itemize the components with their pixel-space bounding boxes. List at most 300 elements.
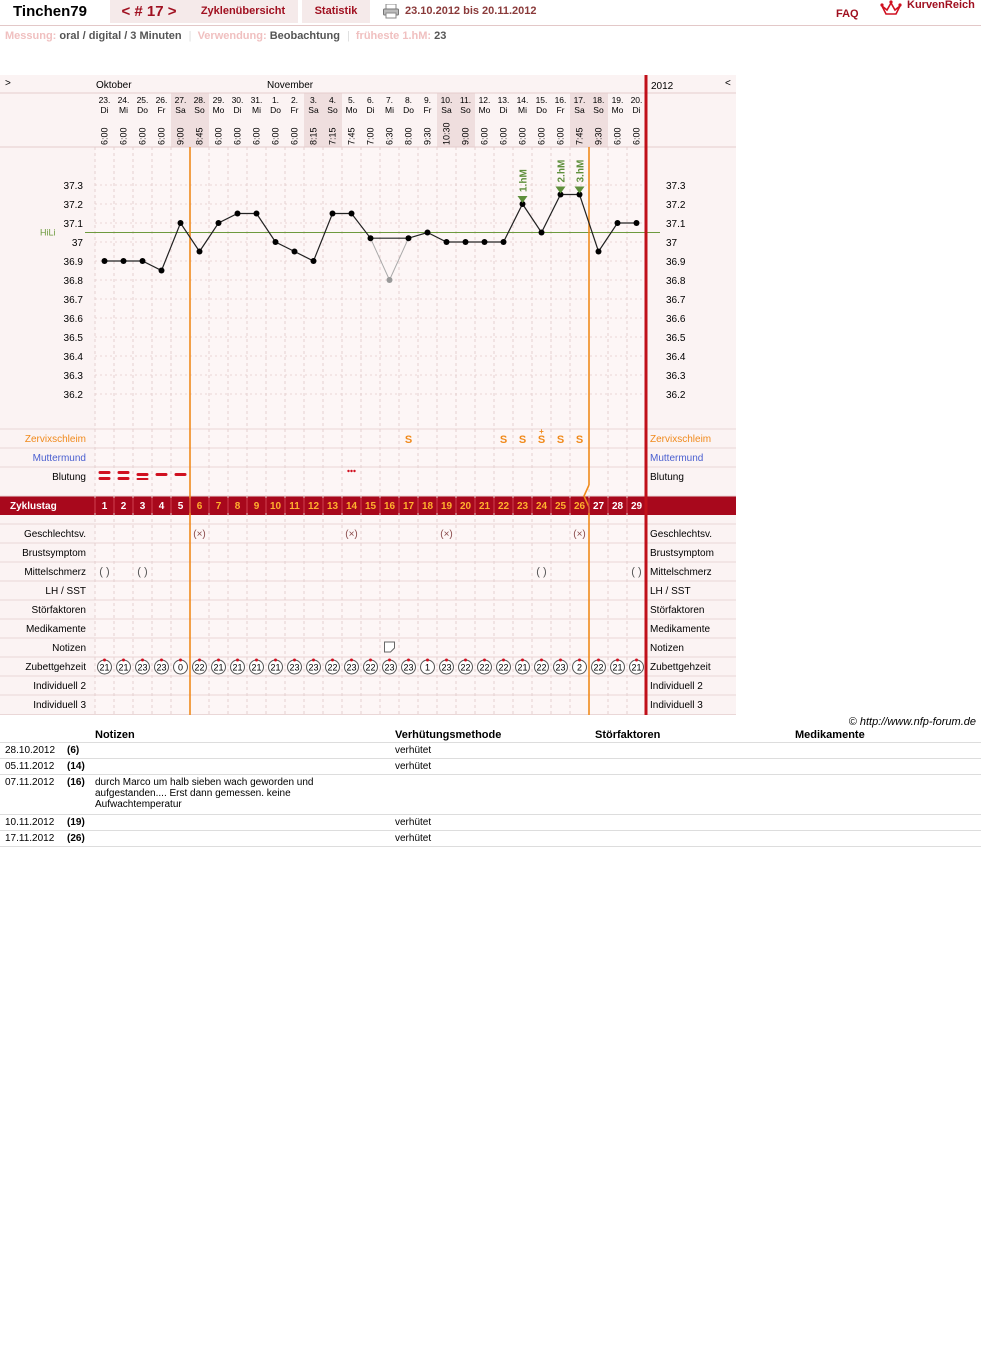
temperature-point [159,268,165,274]
row-label-right-ind3: Individuell 3 [650,700,703,711]
bedtime-value: 23 [384,662,395,673]
time-label: 8:45 [194,127,205,145]
date-label: 13. [497,95,510,105]
date-label: 6. [366,95,375,105]
ytick-right: 37.3 [666,181,686,192]
weekday-label: Fr [290,105,299,115]
bedtime-value: 23 [156,662,167,673]
date-label: 31. [250,95,263,105]
ytick-left: 36.5 [63,333,83,344]
bedtime-value: 21 [270,662,281,673]
temperature-point [178,220,184,226]
cycle-day-number: 15 [364,501,377,512]
bedtime-hand-dot [198,659,201,662]
bedtime-hand-dot [540,659,543,662]
temperature-point [235,211,241,217]
nav-next-button[interactable]: < [725,78,731,89]
time-label: 7:15 [327,127,338,145]
temperature-point [292,249,298,255]
weekday-label: Di [233,105,242,115]
bedtime-value: 23 [346,662,357,673]
row-label-right-midpain: Mittelschmerz [650,567,712,578]
time-label: 6:00 [612,127,623,145]
cervix-plus-mark: + [539,427,544,436]
bedtime-hand-dot [464,659,467,662]
cycle-day-number: 8 [234,501,241,512]
cycle-day-number: 12 [307,501,320,512]
weekday-label: So [460,105,471,115]
bedtime-hand-dot [578,659,581,662]
cycle-day-number: 24 [535,501,548,512]
date-label: 29. [212,95,225,105]
bleeding-mark [99,471,111,474]
note-method: verhütet [395,761,432,772]
spotting-mark [347,470,349,472]
intercourse-mark: (×) [193,529,206,540]
weekday-label: Sa [308,105,319,115]
ytick-right: 37.1 [666,219,686,230]
intercourse-mark: (×) [573,529,586,540]
temperature-point [254,211,260,217]
bedtime-value: 23 [555,662,566,673]
note-cycle-day: (19) [67,817,85,828]
date-label: 9. [423,95,432,105]
bedtime-value: 21 [251,662,262,673]
header-notes: Notizen [95,729,135,741]
weekday-label: Fr [556,105,565,115]
weekday-label: So [327,105,338,115]
crown-icon [880,0,902,18]
header-meds: Medikamente [795,729,865,741]
time-label: 6:00 [118,127,129,145]
ytick-left: 36.2 [63,390,83,401]
temperature-point [102,258,108,264]
temperature-point [121,258,127,264]
row-label-cervix: Zervixschleim [24,434,86,445]
cycle-overview-link[interactable]: Zyklenübersicht [188,0,298,23]
bedtime-hand-dot [407,659,410,662]
cycle-day-number: 4 [158,501,165,512]
cervix-mark: S [575,434,584,446]
temperature-point [349,211,355,217]
row-label-right-bleeding: Blutung [650,472,684,483]
bedtime-value: 22 [194,662,205,673]
cycle-day-number: 26 [573,501,586,512]
cycle-day-number: 18 [421,501,434,512]
weekday-label: Do [137,105,148,115]
nav-prev-button[interactable]: > [5,78,11,89]
note-method: verhütet [395,833,432,844]
row-label-right-notes: Notizen [650,643,684,654]
bedtime-value: 21 [517,662,528,673]
time-label: 9:30 [593,127,604,145]
weekday-label: Di [366,105,375,115]
header-method: Verhütungsmethode [395,729,502,741]
bedtime-value: 23 [403,662,414,673]
bedtime-value: 21 [631,662,642,673]
bedtime-value: 21 [232,662,243,673]
note-date: 10.11.2012 [5,817,55,828]
weekday-label: Mi [385,105,394,115]
bedtime-hand-dot [369,659,372,662]
cycle-day-number: 23 [516,501,529,512]
row-label-right-intercourse: Geschlechtsv. [650,529,713,540]
weekday-label: Di [499,105,508,115]
weekday-label: Mo [478,105,491,115]
time-label: 6:00 [213,127,224,145]
cycle-day-number: 1 [101,501,108,512]
note-date: 17.11.2012 [5,833,55,844]
date-label: 20. [630,95,643,105]
temperature-point [501,239,507,245]
top-bar [0,0,981,26]
bleeding-mark [99,477,111,480]
date-range: 23.10.2012 bis 20.11.2012 [405,5,537,17]
time-label: 6:00 [232,127,243,145]
notes-table-header [0,728,981,743]
weekday-label: Sa [574,105,585,115]
ytick-right: 37.2 [666,200,686,211]
row-label-breast: Brustsymptom [22,548,86,559]
weekday-label: Mo [345,105,358,115]
weekday-label: Do [536,105,547,115]
cycle-day-number: 6 [196,501,203,512]
cycle-day-number: 9 [253,501,260,512]
date-label: 26. [155,95,168,105]
note-date: 05.11.2012 [5,761,55,772]
time-label: 6:00 [156,127,167,145]
time-label: 6:00 [498,127,509,145]
time-label: 6:00 [99,127,110,145]
bedtime-value: 22 [593,662,604,673]
cycle-day-number: 14 [345,501,358,512]
bedtime-hand-dot [331,659,334,662]
row-label-lh: LH / SST [45,586,86,597]
cycle-day-number: 2 [120,501,127,512]
bedtime-hand-dot [160,659,163,662]
temperature-point [425,230,431,236]
weekday-label: Fr [157,105,166,115]
date-label: 23. [98,95,111,105]
cervix-mark: S [404,434,413,446]
notes-table [0,728,981,847]
temperature-point [406,235,412,241]
cycle-navigator[interactable]: < # 17 > [110,0,188,23]
weekday-label: Do [403,105,414,115]
bedtime-hand-dot [274,659,277,662]
bedtime-hand-dot [293,659,296,662]
note-method: verhütet [395,817,432,828]
printer-icon[interactable] [383,4,399,19]
row-label-bleeding: Blutung [52,472,86,483]
midpain-mark: ( ) [536,566,547,578]
time-label: 9:00 [460,127,471,145]
date-label: 7. [385,95,394,105]
note-text: durch Marco um halb sieben wach geworden und aufgestanden.... Erst dann gemessen. keine Aufwachtemperatur [95,777,314,810]
bedtime-hand-dot [597,659,600,662]
faq-link[interactable]: FAQ [836,8,859,20]
bleeding-mark [156,473,168,476]
ytick-right: 36.6 [666,314,686,325]
bedtime-hand-dot [635,659,638,662]
time-label: 6:00 [555,127,566,145]
year-label: 2012 [651,81,674,92]
earliest-label: früheste 1.hM: [355,30,432,42]
time-label: 7:00 [365,127,376,145]
temperature-point [216,220,222,226]
ytick-right: 36.4 [666,352,686,363]
cycle-day-number: 11 [289,501,300,512]
bedtime-value: 21 [213,662,224,673]
cycle-day-number: 13 [326,501,339,512]
time-label: 6:00 [289,127,300,145]
bedtime-value: 21 [612,662,623,673]
notes-row [0,831,981,847]
bedtime-hand-dot [445,659,448,662]
weekday-label: Fr [423,105,432,115]
intercourse-mark: (×) [345,529,358,540]
time-label: 6:00 [631,127,642,145]
temperature-point [197,249,203,255]
date-label: 12. [478,95,491,105]
temperature-point [482,239,488,245]
statistics-link[interactable]: Statistik [302,0,370,23]
temperature-point [330,211,336,217]
date-label: 3. [309,95,318,105]
cervix-mark: S [499,434,508,446]
bedtime-hand-dot [179,659,182,662]
cycle-day-number: 19 [440,501,453,512]
ytick-right: 36.9 [666,257,686,268]
bedtime-value: 2 [576,662,583,673]
coverline-label: HiLi [40,227,56,238]
measure-value: oral / digital / 3 Minuten [59,30,182,42]
spotting-mark [350,470,352,472]
ytick-left: 36.6 [63,314,83,325]
ytick-right: 36.2 [666,390,686,401]
month-label: Oktober [96,80,132,91]
note-cycle-day: (26) [67,833,85,844]
bedtime-hand-dot [388,659,391,662]
row-label-right-cervix: Zervixschleim [650,434,712,445]
date-label: 8. [404,95,413,105]
time-label: 6:00 [536,127,547,145]
time-label: 6:00 [270,127,281,145]
bedtime-hand-dot [350,659,353,662]
ytick-left: 37 [71,238,83,249]
weekday-label: Mi [119,105,128,115]
weekday-label: Mo [212,105,225,115]
weekday-label: Mi [518,105,527,115]
date-label: 14. [516,95,529,105]
bedtime-value: 23 [289,662,300,673]
header-disturb: Störfaktoren [595,729,661,741]
date-label: 15. [535,95,548,105]
row-label-right-disturb: Störfaktoren [650,605,705,616]
bedtime-hand-dot [217,659,220,662]
bedtime-hand-dot [426,659,429,662]
note-date: 07.11.2012 [5,777,55,788]
notes-row [0,815,981,831]
temperature-point [539,230,545,236]
cycle-day-label: Zyklustag [10,501,57,512]
bedtime-hand-dot [312,659,315,662]
temperature-point [596,249,602,255]
cervix-mark: S [537,434,546,446]
cycle-day-number: 27 [592,501,605,512]
bedtime-value: 22 [460,662,471,673]
bedtime-value: 21 [99,662,110,673]
temperature-point [140,258,146,264]
time-label: 10:30 [441,122,452,145]
cycle-day-number: 28 [611,501,624,512]
bleeding-mark [137,473,149,476]
note-date: 28.10.2012 [5,745,56,756]
bedtime-value: 23 [308,662,319,673]
date-label: 1. [271,95,280,105]
midpain-mark: ( ) [631,566,642,578]
temperature-point [463,239,469,245]
ytick-right: 36.5 [666,333,686,344]
row-label-meds: Medikamente [25,624,86,635]
row-label-right-lh: LH / SST [650,586,691,597]
weekday-label: Mi [252,105,261,115]
weekday-label: So [194,105,205,115]
use-value: Beobachtung [269,30,340,42]
measurement-info: Messung: oral / digital / 3 Minuten | Verwendung: Beobachtung | früheste 1.hM: 23 [5,30,447,42]
cycle-day-number: 7 [215,501,222,512]
row-label-midpain: Mittelschmerz [24,567,86,578]
weekday-label: So [593,105,604,115]
earliest-value: 23 [434,30,447,42]
midpain-mark: ( ) [99,566,110,578]
temperature-point [311,258,317,264]
temperature-point [634,220,640,226]
cycle-day-number: 16 [383,501,396,512]
ytick-left: 37.3 [63,181,83,192]
cycle-day-number: 3 [139,501,146,512]
ytick-left: 37.1 [63,219,83,230]
cervix-mark: S [518,434,527,446]
date-label: 10. [440,95,453,105]
cycle-day-number: 20 [459,501,472,512]
ytick-right: 36.3 [666,371,686,382]
bedtime-hand-dot [483,659,486,662]
bedtime-hand-dot [103,659,106,662]
cycle-day-number: 25 [554,501,567,512]
user-name: Tinchen79 [0,0,100,23]
brand-name: KurvenReich [907,0,975,11]
weekday-label: Mo [611,105,624,115]
date-label: 28. [193,95,206,105]
bedtime-value: 21 [118,662,129,673]
row-label-disturb: Störfaktoren [31,605,86,616]
cycle-day-number: 22 [497,501,510,512]
row-label-right-meds: Medikamente [650,624,711,635]
time-label: 8:00 [403,127,414,145]
bedtime-value: 22 [498,662,509,673]
weekday-label: Di [100,105,109,115]
brand-logo[interactable] [880,0,980,23]
time-label: 9:00 [175,127,186,145]
bedtime-hand-dot [502,659,505,662]
row-label-right-ind2: Individuell 2 [650,681,703,692]
temperature-point [444,239,450,245]
month-label: November [267,80,314,91]
cycle-day-number: 10 [269,501,282,512]
ytick-right: 36.8 [666,276,686,287]
date-label: 11. [459,95,472,105]
cycle-chart [0,75,736,715]
temperature-point [387,277,393,283]
row-label-right-cervix_pos: Muttermund [650,453,704,464]
bedtime-value: 23 [441,662,452,673]
bedtime-hand-dot [559,659,562,662]
note-method: verhütet [395,745,432,756]
bleeding-mark [118,477,130,480]
cervix-mark: S [556,434,565,446]
high-measurement-label: 3.hM [575,159,587,183]
midpain-mark: ( ) [137,566,148,578]
note-cycle-day: (14) [67,761,85,772]
row-label-cervix_pos: Muttermund [32,453,86,464]
date-label: 25. [136,95,149,105]
bedtime-value: 22 [536,662,547,673]
ytick-left: 36.7 [63,295,83,306]
use-label: Verwendung: [197,30,267,42]
time-label: 8:15 [308,127,319,145]
date-label: 19. [611,95,624,105]
time-label: 9:30 [422,127,433,145]
ytick-right: 37 [666,238,678,249]
bleeding-mark [175,473,187,476]
row-label-right-bedtime: Zubettgehzeit [650,662,711,673]
high-measurement-label: 1.hM [518,169,530,192]
bedtime-value: 23 [137,662,148,673]
bedtime-hand-dot [521,659,524,662]
bedtime-hand-dot [141,659,144,662]
bleeding-mark [118,471,130,474]
weekday-label: Do [270,105,281,115]
time-label: 6:00 [479,127,490,145]
ytick-left: 36.8 [63,276,83,287]
date-label: 2. [290,95,299,105]
date-label: 16. [554,95,567,105]
date-label: 17. [573,95,586,105]
temperature-point [368,235,374,241]
weekday-label: Sa [175,105,186,115]
bleeding-mark [137,478,149,480]
date-label: 5. [347,95,356,105]
row-label-intercourse: Geschlechtsv. [23,529,86,540]
weekday-label: Sa [441,105,452,115]
date-label: 30. [231,95,244,105]
bedtime-value: 0 [177,662,184,673]
time-label: 6:30 [384,127,395,145]
row-label-notes: Notizen [52,643,86,654]
time-label: 7:45 [574,127,585,145]
ytick-left: 36.4 [63,352,83,363]
bedtime-value: 1 [424,662,431,673]
row-label-ind2: Individuell 2 [33,681,86,692]
ytick-left: 36.3 [63,371,83,382]
bedtime-value: 22 [365,662,376,673]
measure-label: Messung: [5,30,57,42]
bedtime-value: 22 [479,662,490,673]
note-cycle-day: (6) [67,745,80,756]
note-cycle-day: (16) [67,777,85,788]
cycle-day-number: 21 [478,501,491,512]
